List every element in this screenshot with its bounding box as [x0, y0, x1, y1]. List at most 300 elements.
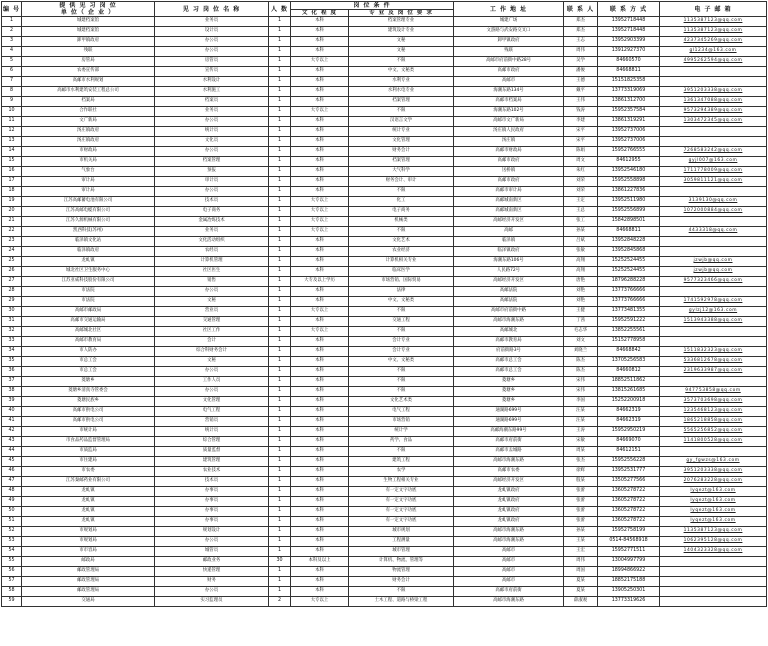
- cell-education: 大专以上: [291, 307, 349, 317]
- cell-education: 本科: [291, 137, 349, 147]
- cell-major: 土木工程、道路与桥梁工程: [349, 597, 454, 607]
- cell-phone: 84662319: [598, 407, 660, 417]
- cell-phone: 15952591222: [598, 317, 660, 327]
- cell-email[interactable]: 4995262594@qq.com: [660, 57, 767, 67]
- cell-phone: 84660812: [598, 367, 660, 377]
- cell-count: 1: [269, 37, 291, 47]
- table-row: [2, 337, 767, 347]
- cell-unit: 菱塘乡: [22, 377, 155, 387]
- cell-education: 本科: [291, 47, 349, 57]
- cell-unit: 市法院: [22, 297, 155, 307]
- cell-unit: 高邮市供电公司: [22, 407, 155, 417]
- cell-count: 1: [269, 377, 291, 387]
- cell-count: 1: [269, 447, 291, 457]
- cell-no: 19: [2, 197, 22, 207]
- cell-no: 3: [2, 37, 22, 47]
- cell-no: 9: [2, 97, 22, 107]
- table-row: [2, 157, 767, 167]
- header-major: 专 业 及 岗 位 要 求: [349, 10, 454, 17]
- cell-major: 中文、文秘类: [349, 297, 454, 307]
- cell-unit: 邮政局: [22, 557, 155, 567]
- cell-address: 高邮市农委: [454, 467, 564, 477]
- table-row: [2, 457, 767, 467]
- cell-count: 1: [269, 227, 291, 237]
- cell-no: 27: [2, 277, 22, 287]
- cell-phone: 13952845868: [598, 247, 660, 257]
- cell-contact: 毛志华: [564, 327, 598, 337]
- cell-phone: 15952766555: [598, 147, 660, 157]
- cell-unit: 文广新局: [22, 117, 155, 127]
- cell-contact: 刘艳: [564, 297, 598, 307]
- table-row: [2, 237, 767, 247]
- cell-address: 高邮市海潮东路: [454, 317, 564, 327]
- cell-address: 高邮市: [454, 547, 564, 557]
- cell-unit: 江苏高邮蓄电池有限公司: [22, 197, 155, 207]
- cell-email[interactable]: 2319633987@qq.com: [660, 367, 767, 377]
- cell-phone: 18852511862: [598, 377, 660, 387]
- cell-major: 财务会计: [349, 147, 454, 157]
- table-row: [2, 437, 767, 447]
- cell-address: 高邮经济开发区: [454, 277, 564, 287]
- cell-email[interactable]: gyjl007@163.com: [660, 157, 767, 167]
- cell-contact: 张工: [564, 217, 598, 227]
- cell-contact: 张杰: [564, 457, 598, 467]
- cell-count: 1: [269, 187, 291, 197]
- cell-email[interactable]: 1404323328@qq.com: [660, 547, 767, 557]
- cell-phone: 13773481355: [598, 307, 660, 317]
- cell-major: 建筑工程: [349, 457, 454, 467]
- cell-phone: 84660570: [598, 57, 660, 67]
- cell-phone: 13773319626: [598, 597, 660, 607]
- cell-education: 大专以上: [291, 197, 349, 207]
- cell-email[interactable]: 9573294389@qq.com: [660, 107, 767, 117]
- cell-major: 工程测量: [349, 537, 454, 547]
- table-row: [2, 137, 767, 147]
- cell-phone: 18994866922: [598, 567, 660, 577]
- cell-email: [660, 217, 767, 227]
- table-row: [2, 267, 767, 277]
- cell-email: [660, 247, 767, 257]
- cell-contact: 宋平: [564, 137, 598, 147]
- cell-phone: 13773319069: [598, 87, 660, 97]
- cell-email[interactable]: 1741592978@qq.com: [660, 297, 767, 307]
- cell-phone: 84669070: [598, 437, 660, 447]
- cell-email[interactable]: 1135387123@qq.com: [660, 527, 767, 537]
- cell-major: 不限: [349, 377, 454, 387]
- cell-education: 本科: [291, 567, 349, 577]
- table-row: [2, 347, 767, 357]
- cell-major: 中文、文秘类: [349, 67, 454, 77]
- cell-major: 化工: [349, 197, 454, 207]
- cell-education: 本科: [291, 367, 349, 377]
- cell-unit: 城建档案馆: [22, 17, 155, 27]
- cell-major: 城市管理: [349, 547, 454, 557]
- cell-no: 45: [2, 457, 22, 467]
- table-row: [2, 367, 767, 377]
- cell-no: 32: [2, 327, 22, 337]
- table-row: [2, 67, 767, 77]
- cell-contact: 王伟: [564, 97, 598, 107]
- cell-post: 宣传员: [155, 67, 269, 77]
- cell-email[interactable]: lyqezt@163.com: [660, 507, 767, 517]
- cell-unit: 邮政管理局: [22, 577, 155, 587]
- cell-major: 财务会计: [349, 577, 454, 587]
- cell-address: 菱塘乡: [454, 377, 564, 387]
- cell-email[interactable]: 2076283228@qq.com: [660, 477, 767, 487]
- cell-email[interactable]: gl1234@163.com: [660, 47, 767, 57]
- cell-email[interactable]: 947753858@qq.com: [660, 387, 767, 397]
- cell-count: 1: [269, 197, 291, 207]
- cell-education: 本科: [291, 77, 349, 87]
- cell-email: [660, 337, 767, 347]
- cell-unit: 市质监局: [22, 447, 155, 457]
- cell-no: 33: [2, 337, 22, 347]
- cell-no: 29: [2, 297, 22, 307]
- cell-address: 海潮东路102号: [454, 107, 564, 117]
- cell-post: 电子商务: [155, 207, 269, 217]
- cell-email[interactable]: 5565256852@qq.com: [660, 427, 767, 437]
- cell-email[interactable]: lyqezt@163.com: [660, 497, 767, 507]
- cell-post: 财务: [155, 577, 269, 587]
- table-row: [2, 117, 767, 127]
- cell-phone: 84662319: [598, 417, 660, 427]
- cell-no: 36: [2, 367, 22, 377]
- cell-address: 高邮经济开发区: [454, 217, 564, 227]
- cell-email[interactable]: 3951203338@qq.com: [660, 467, 767, 477]
- cell-post: 金属冶炼技术: [155, 217, 269, 227]
- cell-address: 高邮市教育局: [454, 337, 564, 347]
- table-row: [2, 147, 767, 157]
- cell-address: 府前街路3号: [454, 347, 564, 357]
- cell-unit: 市法院: [22, 287, 155, 297]
- cell-contact: 殷某: [564, 477, 598, 487]
- cell-address: 高邮经济开发区: [454, 477, 564, 487]
- cell-post: 办公员: [155, 117, 269, 127]
- cell-email[interactable]: 3059811121@qq.com: [660, 177, 767, 187]
- cell-count: 1: [269, 417, 291, 427]
- cell-contact: 宋伟: [564, 387, 598, 397]
- cell-no: 46: [2, 467, 22, 477]
- cell-major: 有一定文字功底: [349, 487, 454, 497]
- cell-contact: 孙某: [564, 227, 598, 237]
- cell-email: [660, 377, 767, 387]
- cell-email: [660, 597, 767, 607]
- cell-unit: 市机关局: [22, 157, 155, 167]
- table-row: [2, 357, 767, 367]
- cell-unit: 临泽镇文化站: [22, 237, 155, 247]
- cell-major: 不限: [349, 327, 454, 337]
- header-count: 人 数: [269, 2, 291, 17]
- cell-email[interactable]: 7268583242@qq.com: [660, 147, 767, 157]
- table-row: [2, 467, 767, 477]
- cell-no: 35: [2, 357, 22, 367]
- cell-no: 38: [2, 387, 22, 397]
- cell-education: 本科: [291, 247, 349, 257]
- cell-contact: 徐辉: [564, 467, 598, 477]
- cell-email[interactable]: 3139130@qq.com: [660, 197, 767, 207]
- header-conditions: 岗 位 条 件: [291, 2, 454, 10]
- cell-no: 54: [2, 547, 22, 557]
- cell-major: 中文、文秘类: [349, 357, 454, 367]
- cell-address: 海潮东路106号: [454, 257, 564, 267]
- cell-count: 1: [269, 547, 291, 557]
- cell-post: 社区工作: [155, 327, 269, 337]
- cell-contact: 周某: [564, 447, 598, 457]
- cell-unit: 菱塘乡清真寺管委会: [22, 387, 155, 397]
- cell-address: 高邮市海潮东路: [454, 537, 564, 547]
- cell-unit: 江苏秦邮药业有限公司: [22, 477, 155, 487]
- table-row: [2, 487, 767, 497]
- cell-contact: 张蕾: [564, 507, 598, 517]
- cell-unit: 江苏亚威科技股份有限公司: [22, 277, 155, 287]
- cell-no: 18: [2, 187, 22, 197]
- cell-email[interactable]: 5336812678@qq.com: [660, 357, 767, 367]
- cell-count: 1: [269, 457, 291, 467]
- cell-contact: 刘艳: [564, 287, 598, 297]
- cell-phone: 13912927370: [598, 47, 660, 57]
- cell-email[interactable]: 1135387123@qq.com: [660, 17, 767, 27]
- cell-contact: 宋平: [564, 127, 598, 137]
- cell-email[interactable]: jzwjb@qq.com: [660, 257, 767, 267]
- cell-phone: 15151825358: [598, 77, 660, 87]
- cell-email[interactable]: 1711778009@qq.com: [660, 167, 767, 177]
- cell-no: 10: [2, 107, 22, 117]
- cell-education: 大专以上: [291, 107, 349, 117]
- cell-no: 48: [2, 487, 22, 497]
- cell-post: 规划设计: [155, 527, 269, 537]
- cell-post: 城管员: [155, 547, 269, 557]
- cell-major: 不限: [349, 307, 454, 317]
- cell-address: 高邮市财政局: [454, 147, 564, 157]
- cell-count: 1: [269, 87, 291, 97]
- cell-education: 本科: [291, 427, 349, 437]
- cell-education: 本科: [291, 547, 349, 557]
- cell-education: 本科: [291, 357, 349, 367]
- cell-education: 本科: [291, 467, 349, 477]
- cell-education: 本科: [291, 337, 349, 347]
- cell-education: 本科: [291, 297, 349, 307]
- cell-phone: 13952848228: [598, 237, 660, 247]
- cell-education: 本科: [291, 117, 349, 127]
- cell-email[interactable]: gy_fgwzs@163.com: [660, 457, 767, 467]
- table-row: [2, 227, 767, 237]
- cell-email: [660, 587, 767, 597]
- cell-email: [660, 127, 767, 137]
- cell-education: 本科: [291, 257, 349, 267]
- cell-education: 本科: [291, 37, 349, 47]
- cell-no: 34: [2, 347, 22, 357]
- cell-email[interactable]: 4433318@qq.com: [660, 227, 767, 237]
- cell-unit: 残联: [22, 47, 155, 57]
- cell-unit: 市农委: [22, 467, 155, 477]
- cell-education: 本科: [291, 287, 349, 297]
- cell-email[interactable]: jzwjb@qq.com: [660, 267, 767, 277]
- table-row: [2, 127, 767, 137]
- cell-post: 营业员: [155, 307, 269, 317]
- cell-count: 1: [269, 27, 291, 37]
- header-post: 见 习 岗 位 名 称: [155, 2, 269, 17]
- cell-address: 汤庄镇: [454, 137, 564, 147]
- table-row: [2, 57, 767, 67]
- cell-major: 文秘: [349, 47, 454, 57]
- cell-address: 高邮市: [454, 77, 564, 87]
- cell-count: 1: [269, 177, 291, 187]
- cell-phone: 15252524455: [598, 257, 660, 267]
- cell-major: 电气工程: [349, 407, 454, 417]
- cell-email[interactable]: 1303472345@qq.com: [660, 117, 767, 127]
- cell-email[interactable]: 1865218858@qq.com: [660, 417, 767, 427]
- cell-count: 1: [269, 247, 291, 257]
- cell-email[interactable]: 4237345269@qq.com: [660, 37, 767, 47]
- cell-major: 城市规划: [349, 527, 454, 537]
- header-unit: 提 供 见 习 岗 位 单 位（ 企 业 ）: [22, 2, 155, 17]
- cell-no: 37: [2, 377, 22, 387]
- cell-address: 高邮市府前街中路28号: [454, 57, 564, 67]
- cell-education: 本科: [291, 97, 349, 107]
- cell-post: 设计员: [155, 27, 269, 37]
- cell-major: 大气科学: [349, 167, 454, 177]
- cell-post: 办公员: [155, 367, 269, 377]
- cell-post: 交通管理: [155, 317, 269, 327]
- cell-post: 办公员: [155, 37, 269, 47]
- cell-education: 本科: [291, 87, 349, 97]
- cell-address: 高邮法院: [454, 287, 564, 297]
- cell-address: 高邮: [454, 227, 564, 237]
- cell-contact: 唐艳: [564, 277, 598, 287]
- cell-count: 1: [269, 57, 291, 67]
- cell-phone: 0514-84568918: [598, 537, 660, 547]
- cell-unit: 邮政管理局: [22, 587, 155, 597]
- cell-contact: 郑杰: [564, 27, 598, 37]
- cell-count: 1: [269, 127, 291, 137]
- cell-contact: 宋敏: [564, 437, 598, 447]
- cell-major: 计算机相关专业: [349, 257, 454, 267]
- cell-major: 会计专业: [349, 347, 454, 357]
- cell-major: 水利水电专业: [349, 87, 454, 97]
- cell-email[interactable]: 1513943388@qq.com: [660, 317, 767, 327]
- table-body: [2, 17, 767, 607]
- cell-major: 不限: [349, 57, 454, 67]
- cell-unit: 合作联社: [22, 107, 155, 117]
- cell-contact: 王健: [564, 307, 598, 317]
- cell-post: 统计员: [155, 127, 269, 137]
- cell-phone: 13815261685: [598, 387, 660, 397]
- cell-email[interactable]: gylzj12@163.com: [660, 307, 767, 317]
- cell-post: 档案员: [155, 97, 269, 107]
- cell-education: 本科: [291, 417, 349, 427]
- cell-count: 1: [269, 567, 291, 577]
- cell-phone: 13952531777: [598, 467, 660, 477]
- cell-education: 本科: [291, 587, 349, 597]
- cell-post: 邮政业务: [155, 557, 269, 567]
- cell-contact: 王定: [564, 197, 598, 207]
- cell-address: 高邮市: [454, 577, 564, 587]
- cell-contact: 郑杰: [564, 17, 598, 27]
- cell-email[interactable]: 1141800528@qq.com: [660, 437, 767, 447]
- table-row: [2, 257, 767, 267]
- cell-email: [660, 557, 767, 567]
- cell-unit: 高邮市邮政局: [22, 307, 155, 317]
- cell-email[interactable]: 3951203338@qq.com: [660, 87, 767, 97]
- cell-address: 通湖路699号: [454, 407, 564, 417]
- cell-post: 办公员: [155, 587, 269, 597]
- header-contact: 联 系 人: [564, 2, 598, 17]
- cell-email[interactable]: 1235468123@qq.com: [660, 407, 767, 417]
- cell-email[interactable]: 1511832323@qq.com: [660, 347, 767, 357]
- cell-unit: 城建档案馆: [22, 27, 155, 37]
- cell-email[interactable]: 1072000884@qq.com: [660, 207, 767, 217]
- cell-email[interactable]: 3573703698@qq.com: [660, 397, 767, 407]
- cell-contact: 钱涛: [564, 107, 598, 117]
- cell-address: 高邮城南新区: [454, 207, 564, 217]
- cell-education: 本科: [291, 27, 349, 37]
- cell-count: 1: [269, 67, 291, 77]
- cell-unit: 市食品药品监督管理局: [22, 437, 155, 447]
- cell-education: 本科: [291, 17, 349, 27]
- cell-email[interactable]: 1361347088@qq.com: [660, 97, 767, 107]
- cell-contact: 陈杰: [564, 357, 598, 367]
- cell-no: 28: [2, 287, 22, 297]
- cell-phone: 13861312700: [598, 97, 660, 107]
- cell-no: 47: [2, 477, 22, 487]
- table-row: [2, 557, 767, 567]
- cell-unit: 龙虬镇: [22, 487, 155, 497]
- cell-phone: 15252524455: [598, 267, 660, 277]
- cell-email: [660, 567, 767, 577]
- cell-count: 1: [269, 357, 291, 367]
- cell-count: 1: [269, 117, 291, 127]
- cell-email[interactable]: 9577323466@qq.com: [660, 277, 767, 287]
- cell-no: 53: [2, 537, 22, 547]
- cell-phone: 15952556228: [598, 457, 660, 467]
- cell-email[interactable]: lyqezt@163.com: [660, 517, 767, 527]
- cell-no: 52: [2, 527, 22, 537]
- cell-post: 综合管理: [155, 437, 269, 447]
- cell-no: 13: [2, 137, 22, 147]
- cell-count: 1: [269, 367, 291, 377]
- cell-major: 有一定文字功底: [349, 517, 454, 527]
- cell-unit: 市总工会: [22, 357, 155, 367]
- cell-count: 1: [269, 257, 291, 267]
- cell-major: 建筑设计专业: [349, 27, 454, 37]
- cell-email[interactable]: 1135387123@qq.com: [660, 27, 767, 37]
- cell-no: 2: [2, 27, 22, 37]
- cell-no: 49: [2, 497, 22, 507]
- cell-count: 1: [269, 347, 291, 357]
- cell-post: 办事员: [155, 517, 269, 527]
- cell-count: 1: [269, 107, 291, 117]
- cell-count: 1: [269, 407, 291, 417]
- cell-no: 56: [2, 567, 22, 577]
- cell-count: 1: [269, 437, 291, 447]
- cell-count: 2: [269, 597, 291, 607]
- cell-count: 1: [269, 207, 291, 217]
- cell-email[interactable]: 1062395128@qq.com: [660, 537, 767, 547]
- cell-email[interactable]: lyqezt@163.com: [660, 487, 767, 497]
- cell-count: 1: [269, 467, 291, 477]
- cell-count: 1: [269, 517, 291, 527]
- cell-count: 1: [269, 147, 291, 157]
- job-table-sheet: [1, 1, 766, 644]
- cell-no: 44: [2, 447, 22, 457]
- cell-contact: 吕斌: [564, 237, 598, 247]
- cell-post: 水利设计: [155, 77, 269, 87]
- cell-education: 本科: [291, 177, 349, 187]
- cell-no: 8: [2, 87, 22, 97]
- cell-phone: 84668811: [598, 227, 660, 237]
- cell-major: 财务会计、审计: [349, 177, 454, 187]
- cell-phone: 13773766666: [598, 297, 660, 307]
